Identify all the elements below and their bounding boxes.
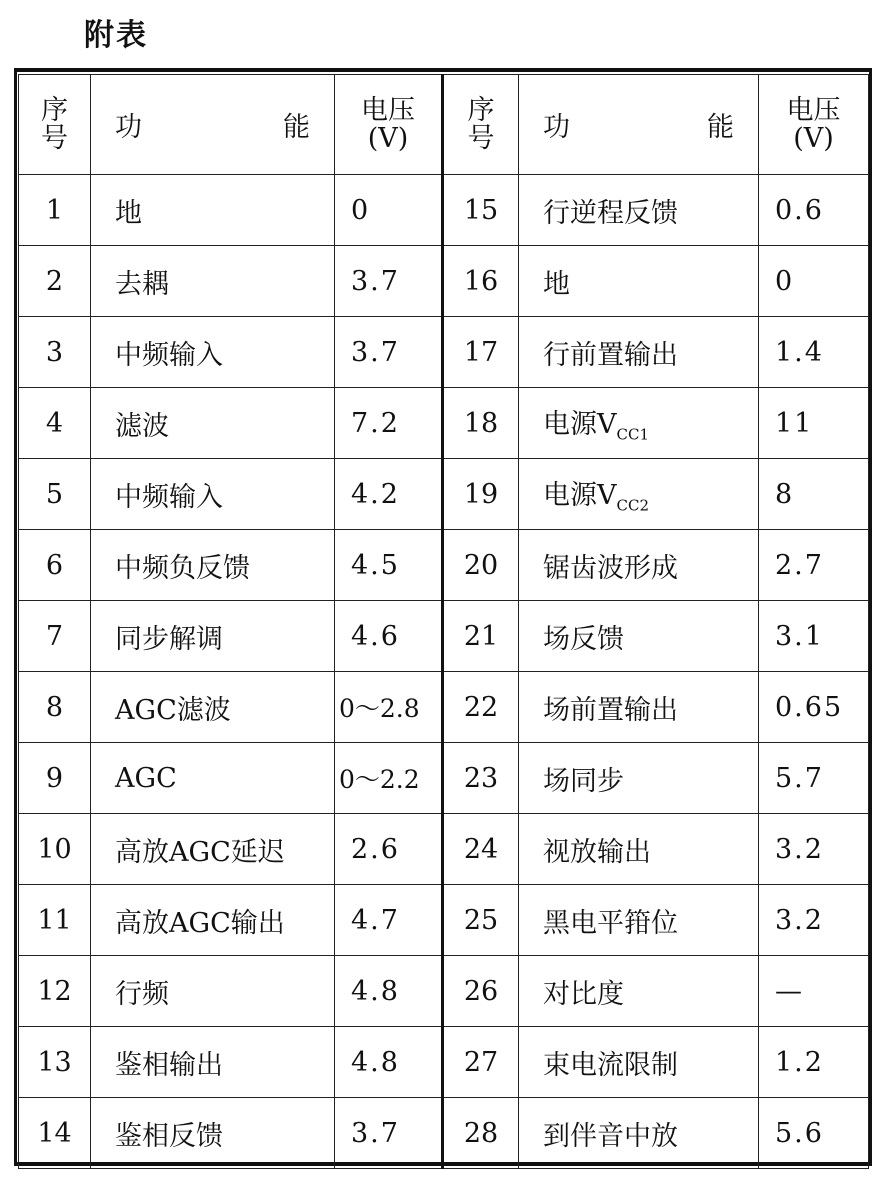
pin-voltage-right: 0.6 [759,175,869,246]
pin-number-left: 5 [19,459,91,530]
pin-number-right: 23 [443,743,519,814]
header-func-right: 功 能 [519,75,759,175]
pin-voltage-right: 5.7 [759,743,869,814]
pin-function-right: 行逆程反馈 [519,175,759,246]
pin-function-right: 行前置输出 [519,317,759,388]
pin-number-left: 6 [19,530,91,601]
pin-number-left: 8 [19,672,91,743]
pin-function-right: 到伴音中放 [519,1098,759,1169]
pin-voltage-right: 1.2 [759,1027,869,1098]
pin-number-right: 24 [443,814,519,885]
pin-voltage-left: 4.8 [335,956,443,1027]
pin-function-left: 滤波 [91,388,335,459]
table-row [19,388,869,459]
table-row [19,601,869,672]
pin-number-right: 16 [443,246,519,317]
pin-number-right: 22 [443,672,519,743]
table-row [19,885,869,956]
pin-voltage-left: 0～2.8 [335,672,443,743]
table-header-row [19,75,869,175]
pin-function-left: 鉴相反馈 [91,1098,335,1169]
pin-number-left: 3 [19,317,91,388]
pin-number-left: 14 [19,1098,91,1169]
pin-voltage-left: 7.2 [335,388,443,459]
pin-number-left: 2 [19,246,91,317]
pin-number-right: 26 [443,956,519,1027]
header-no-left: 序 号 [19,75,91,175]
pin-number-right: 18 [443,388,519,459]
pin-voltage-left: 4.8 [335,1027,443,1098]
pin-number-left: 4 [19,388,91,459]
pin-voltage-left: 3.7 [335,317,443,388]
pin-function-right: 场反馈 [519,601,759,672]
pin-voltage-right: — [759,956,869,1027]
pin-voltage-left: 0 [335,175,443,246]
pin-voltage-right: 2.7 [759,530,869,601]
pin-voltage-left: 4.7 [335,885,443,956]
pin-function-right: 束电流限制 [519,1027,759,1098]
pin-voltage-left: 4.2 [335,459,443,530]
pin-function-right: 电源$V_{CC1}$ [519,388,759,459]
pin-number-left: 7 [19,601,91,672]
pin-function-left: 行频 [91,956,335,1027]
table-row [19,530,869,601]
header-volt-left: 电压 (V) [335,75,443,175]
pin-voltage-left: 3.7 [335,246,443,317]
pin-number-right: 25 [443,885,519,956]
subscript: CC2 [616,496,649,515]
pin-voltage-left: 4.5 [335,530,443,601]
pin-number-right: 27 [443,1027,519,1098]
pin-function-left: 高放AGC延迟 [91,814,335,885]
pin-function-left: AGC滤波 [91,672,335,743]
pin-function-right: 场同步 [519,743,759,814]
pin-voltage-left: 2.6 [335,814,443,885]
pin-function-left: 中频负反馈 [91,530,335,601]
table-row [19,317,869,388]
table-row [19,246,869,317]
pin-voltage-left: 3.7 [335,1098,443,1169]
pin-voltage-right: 0.65 [759,672,869,743]
subscript: CC1 [616,425,649,444]
pin-voltage-right: 0 [759,246,869,317]
pin-function-right: 黑电平箝位 [519,885,759,956]
pin-voltage-right: 3.2 [759,814,869,885]
header-func-left: 功 能 [91,75,335,175]
table-row [19,814,869,885]
table-row [19,459,869,530]
page-title: 附表 [84,18,148,53]
pin-voltage-right: 3.2 [759,885,869,956]
table-row [19,1098,869,1169]
pin-number-right: 19 [443,459,519,530]
pin-function-left: 中频输入 [91,317,335,388]
header-volt-right: 电压 (V) [759,75,869,175]
pin-voltage-right: 8 [759,459,869,530]
pin-number-left: 1 [19,175,91,246]
pin-number-right: 21 [443,601,519,672]
pin-voltage-right: 1.4 [759,317,869,388]
pin-voltage-right: 11 [759,388,869,459]
pin-function-left: 同步解调 [91,601,335,672]
pin-number-left: 13 [19,1027,91,1098]
pin-number-right: 17 [443,317,519,388]
table-row [19,672,869,743]
pin-function-right: 对比度 [519,956,759,1027]
pin-function-right: 地 [519,246,759,317]
pin-function-left: AGC [91,743,335,814]
pin-number-left: 9 [19,743,91,814]
table-row [19,743,869,814]
pin-function-right: 视放输出 [519,814,759,885]
pin-number-left: 12 [19,956,91,1027]
pin-number-left: 11 [19,885,91,956]
pin-function-left: 中频输入 [91,459,335,530]
pin-number-right: 15 [443,175,519,246]
table-row [19,956,869,1027]
pin-function-right: 锯齿波形成 [519,530,759,601]
pin-voltage-right: 3.1 [759,601,869,672]
pin-function-right: 电源$V_{CC2}$ [519,459,759,530]
table-row [19,1027,869,1098]
header-no-right: 序 号 [443,75,519,175]
pin-function-left: 高放AGC输出 [91,885,335,956]
pin-function-table [18,74,869,1169]
pin-voltage-left: 0～2.2 [335,743,443,814]
table-row [19,175,869,246]
pin-function-left: 鉴相输出 [91,1027,335,1098]
pin-function-left: 地 [91,175,335,246]
pin-voltage-left: 4.6 [335,601,443,672]
pin-number-right: 20 [443,530,519,601]
pin-number-left: 10 [19,814,91,885]
pin-function-right: 场前置输出 [519,672,759,743]
pin-voltage-right: 5.6 [759,1098,869,1169]
pin-number-right: 28 [443,1098,519,1169]
pin-function-left: 去耦 [91,246,335,317]
